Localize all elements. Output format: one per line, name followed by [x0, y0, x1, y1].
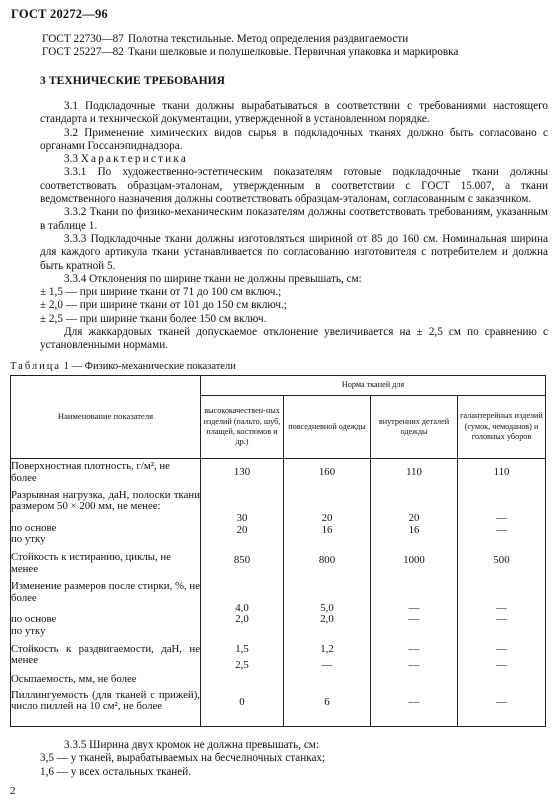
value: 1,5 — [235, 643, 249, 656]
label-tensile-weft: по утку — [11, 533, 46, 546]
table-caption-prefix: Таблица — [10, 361, 62, 372]
value: 2,0 — [235, 613, 249, 626]
value: 1,2 — [320, 643, 334, 656]
selvage-item: 1,6 — у всех остальных тканей. — [40, 765, 192, 778]
tolerance-item: ± 1,5 — при ширине ткани от 71 до 100 см включ.; — [40, 286, 282, 299]
values-everyday — [284, 459, 371, 727]
value: — — [496, 696, 507, 709]
value: 800 — [318, 553, 336, 566]
table-caption-text: 1 — Физико-механические показатели — [63, 361, 236, 372]
value: 110 — [493, 466, 510, 478]
page-header: ГОСТ 20272—96 — [11, 7, 108, 21]
value: 110 — [406, 466, 422, 478]
tolerance-item: ± 2,0 — при ширине ткани от 101 до 150 см включ.; — [40, 299, 287, 312]
table-body-row — [11, 459, 546, 727]
label-density-cont: более — [11, 471, 37, 484]
value: — — [496, 523, 507, 536]
reference-code: ГОСТ 22730—87 — [42, 33, 124, 45]
value: 20 — [408, 512, 420, 524]
value: — — [496, 643, 507, 656]
physical-mechanical-table — [10, 375, 546, 727]
value: 6 — [324, 696, 330, 709]
requirements-body — [40, 100, 548, 353]
label-tensile: Разрывная нагрузка, даН, полоски ткани размером 50 × 200 мм, не менее: — [11, 488, 200, 513]
paragraph-3-3-1: 3.3.1 По художественно-эстетическим показателям готовые подкладочные ткани должны соответствовать образцам-эталонам, утвержденным в соответствии с ГОСТ 15.007, а ткани ведомственного назначения должны соответствовать образцам-эталонам, согласованным с заказчиком. — [40, 166, 548, 206]
column-header-premium: высококачествен-ных изделий (пальто, шуб, плащей, костюмов и др.) — [201, 396, 284, 459]
value: 1000 — [403, 553, 425, 566]
indicator-names — [11, 459, 201, 727]
value: 16 — [321, 523, 333, 536]
reference-title: Полотна текстильные. Метод определения раздвигаемости — [128, 33, 409, 45]
value: 2,0 — [320, 613, 334, 626]
paragraph-3-3-4: 3.3.4 Отклонения по ширине ткани не должны превышать, см: — [64, 272, 362, 285]
value: 20 — [321, 512, 333, 524]
value: — — [408, 613, 420, 626]
reference-gost-22730 — [42, 33, 408, 46]
reference-code: ГОСТ 25227—82 — [42, 46, 124, 58]
value: — — [496, 601, 507, 614]
paragraph-jacquard: Для жаккардовых тканей допускаемое отклонение увеличивается на ± 2,5 см по сравнению с установленными нормами. — [40, 326, 548, 352]
value: 0 — [239, 696, 245, 709]
value: 500 — [493, 553, 510, 566]
value: 160 — [318, 466, 336, 478]
reference-title: Ткани шелковые и полушелковые. Первичная упаковка и маркировка — [128, 46, 459, 58]
column-header-everyday: повседневной одежды — [284, 396, 371, 459]
paragraph-3-2: 3.2 Применение химических видов сырья в подкладочных тканях должно быть согласовано с органами Госсанэпиднадзора. — [40, 126, 548, 152]
values-premium — [201, 459, 284, 727]
value: 20 — [236, 523, 248, 536]
values-inner-parts — [371, 459, 458, 727]
paragraph-3-1: 3.1 Подкладочные ткани должны вырабатываться в соответствии с требованиями настоящего стандарта и технической документации, утвержденной в установленном порядке. — [40, 100, 548, 126]
column-group-header: Норма тканей для — [201, 376, 546, 396]
value: 850 — [233, 553, 251, 566]
label-pilling: Пиллингуемость (для тканей с прижей), число пиллей на 10 см², не более — [11, 688, 200, 713]
paragraph-3-3-3: 3.3.3 Подкладочные ткани должны изготовляться шириной от 85 до 160 см. Номинальная ширина для каждого артикула ткани устанавливается по согласованию изготовителя с потребителем и должна быть кратной 5. — [40, 232, 548, 272]
tolerance-item: ± 2,5 — при ширине ткани более 150 см включ. — [40, 312, 267, 325]
table-caption — [10, 360, 236, 373]
label-abrasion: Стойкость к истиранию, циклы, не — [11, 551, 171, 564]
value: — — [496, 512, 507, 524]
label-shrink-weft: по утку — [11, 624, 46, 637]
reference-gost-25227 — [42, 46, 458, 59]
label-abrasion-cont: менее — [11, 562, 38, 575]
value: — — [408, 659, 420, 672]
value: — — [496, 659, 507, 672]
column-header-indicator: Наименование показателя — [11, 376, 201, 459]
value: 130 — [233, 466, 251, 478]
label-shedding: Осыпаемость, мм, не более — [11, 672, 137, 685]
label-tensile-warp: по основе — [11, 521, 57, 534]
label-shrink: Изменение размеров после стирки, %, не более — [11, 579, 200, 604]
value: 5,0 — [320, 601, 334, 614]
value: 2,5 — [235, 659, 249, 672]
characteristics-heading: Характеристика — [80, 153, 188, 166]
value: 4,0 — [235, 601, 249, 614]
page-number: 2 — [10, 785, 16, 797]
value: — — [408, 601, 420, 614]
paragraph-3-3-2: 3.3.2 Ткани по физико-механическим показателям должны соответствовать требованиям, указанным в таблице 1. — [40, 206, 548, 232]
values-haberdashery — [458, 459, 546, 727]
label-density: Поверхностная плотность, г/м², не — [11, 460, 170, 472]
value: — — [408, 643, 420, 656]
paragraph-3-3-5: 3.3.5 Ширина двух кромок не должна превышать, см: — [64, 739, 319, 751]
paragraph-3-3 — [40, 153, 548, 166]
selvage-requirements — [40, 739, 548, 779]
label-slip: Стойкость к раздвигаемости, даН, не менее — [11, 642, 200, 667]
value: — — [408, 696, 420, 709]
paragraph-number: 3.3 — [64, 153, 78, 166]
value: — — [321, 659, 333, 672]
value: 30 — [236, 512, 248, 524]
value: — — [496, 613, 507, 626]
value: 16 — [408, 523, 420, 536]
column-header-haberdashery: галантерейных изделий (сумок, чемоданов) и головных уборов — [458, 396, 546, 459]
column-header-inner-parts: внутренних деталей одежды — [371, 396, 458, 459]
section-title: 3 ТЕХНИЧЕСКИЕ ТРЕБОВАНИЯ — [40, 75, 226, 87]
label-shrink-warp: по основе — [11, 613, 57, 626]
selvage-item: 3,5 — у тканей, вырабатываемых на бесчелночных станках; — [40, 752, 326, 765]
